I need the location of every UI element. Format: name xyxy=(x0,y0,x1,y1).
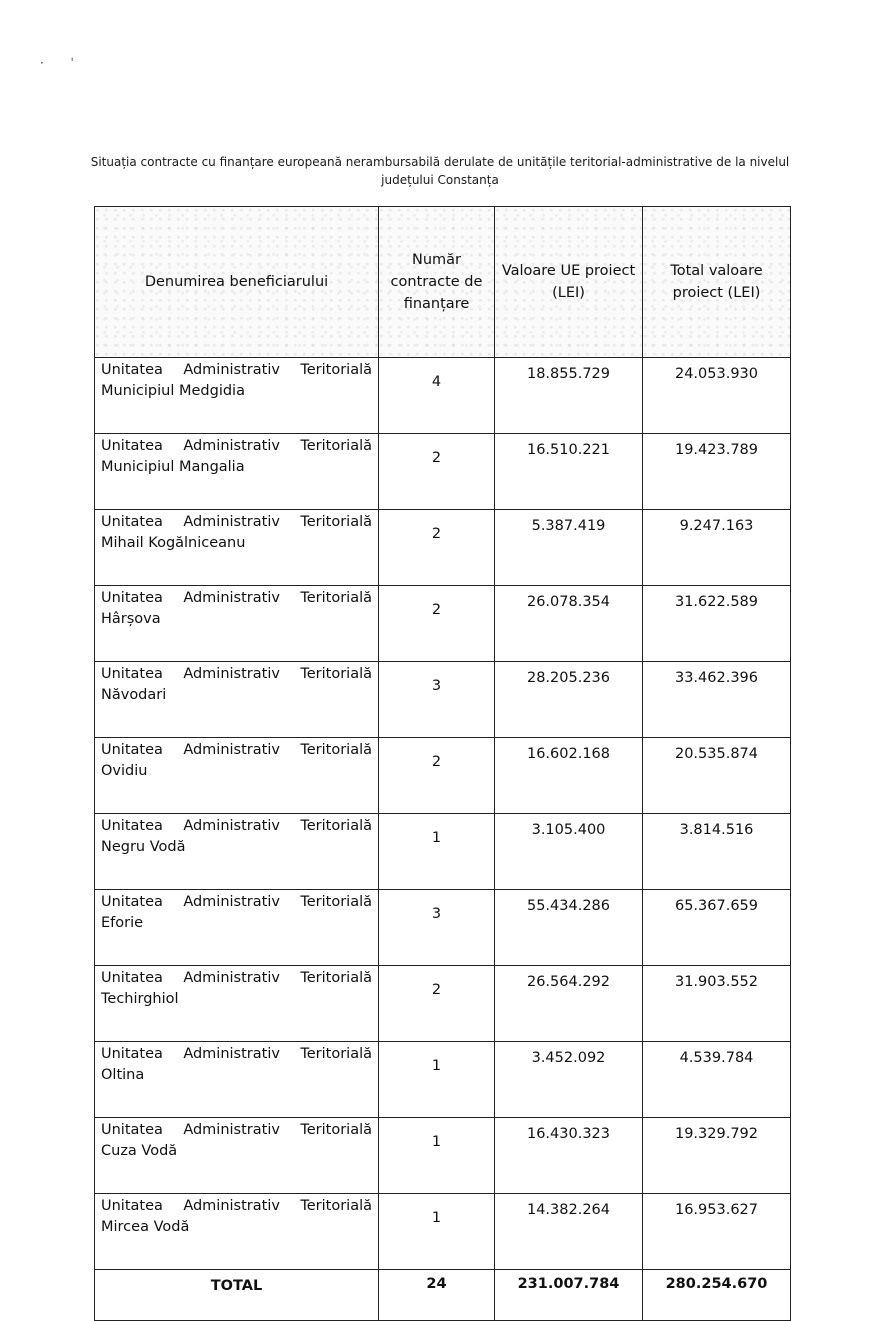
eu-value-cell: 55.434.286 xyxy=(495,890,643,966)
prefix-word: Administrativ xyxy=(183,362,280,378)
contract-count-cell: 1 xyxy=(379,1118,495,1194)
contract-count-cell: 2 xyxy=(379,510,495,586)
prefix-word: Administrativ xyxy=(183,818,280,834)
total-value-cell: 19.329.792 xyxy=(643,1118,791,1194)
total-total-value: 280.254.670 xyxy=(643,1270,791,1321)
total-row xyxy=(95,1270,791,1321)
prefix-word: Unitatea xyxy=(101,970,163,986)
beneficiary-name: Ovidiu xyxy=(101,763,148,779)
header-contract-count: Număr contracte de finanțare xyxy=(379,207,495,358)
contract-count-cell: 2 xyxy=(379,586,495,662)
beneficiary-name: Eforie xyxy=(101,915,144,931)
beneficiary-name: Mircea Vodă xyxy=(101,1219,190,1235)
prefix-word: Unitatea xyxy=(101,1122,163,1138)
beneficiary-prefix xyxy=(101,360,372,381)
beneficiary-cell xyxy=(95,1042,379,1118)
contract-count-cell: 3 xyxy=(379,662,495,738)
beneficiary-name: Hârșova xyxy=(101,611,161,627)
beneficiary-prefix xyxy=(101,1196,372,1217)
prefix-word: Administrativ xyxy=(183,1122,280,1138)
prefix-word: Administrativ xyxy=(183,514,280,530)
prefix-word: Administrativ xyxy=(183,970,280,986)
contract-count-cell: 1 xyxy=(379,1042,495,1118)
prefix-word: Administrativ xyxy=(183,742,280,758)
prefix-word: Unitatea xyxy=(101,742,163,758)
total-value-cell: 19.423.789 xyxy=(643,434,791,510)
beneficiary-cell xyxy=(95,662,379,738)
table-row xyxy=(95,1118,791,1194)
beneficiary-prefix xyxy=(101,436,372,457)
beneficiary-prefix xyxy=(101,588,372,609)
prefix-word: Teritorială xyxy=(300,362,372,378)
contract-count-cell: 1 xyxy=(379,814,495,890)
beneficiary-prefix xyxy=(101,1120,372,1141)
table-row xyxy=(95,434,791,510)
beneficiary-name: Năvodari xyxy=(101,687,167,703)
beneficiary-name: Municipiul Medgidia xyxy=(101,383,245,399)
prefix-word: Unitatea xyxy=(101,362,163,378)
total-count: 24 xyxy=(379,1270,495,1321)
table-row xyxy=(95,510,791,586)
prefix-word: Teritorială xyxy=(300,894,372,910)
eu-value-cell: 16.430.323 xyxy=(495,1118,643,1194)
table-row xyxy=(95,662,791,738)
prefix-word: Unitatea xyxy=(101,438,163,454)
contract-count-cell: 2 xyxy=(379,966,495,1042)
prefix-word: Administrativ xyxy=(183,438,280,454)
total-eu-value: 231.007.784 xyxy=(495,1270,643,1321)
prefix-word: Unitatea xyxy=(101,1046,163,1062)
eu-value-cell: 5.387.419 xyxy=(495,510,643,586)
prefix-word: Teritorială xyxy=(300,438,372,454)
contracts-table xyxy=(94,206,791,1321)
total-value-cell: 33.462.396 xyxy=(643,662,791,738)
beneficiary-cell xyxy=(95,1118,379,1194)
total-value-cell: 4.539.784 xyxy=(643,1042,791,1118)
beneficiary-prefix xyxy=(101,1044,372,1065)
total-value-cell: 31.622.589 xyxy=(643,586,791,662)
eu-value-cell: 26.078.354 xyxy=(495,586,643,662)
total-value-cell: 9.247.163 xyxy=(643,510,791,586)
prefix-word: Administrativ xyxy=(183,894,280,910)
prefix-word: Unitatea xyxy=(101,818,163,834)
table-header-row xyxy=(95,207,791,358)
prefix-word: Teritorială xyxy=(300,742,372,758)
eu-value-cell: 16.510.221 xyxy=(495,434,643,510)
total-label: TOTAL xyxy=(95,1270,379,1321)
beneficiary-cell xyxy=(95,358,379,434)
prefix-word: Unitatea xyxy=(101,1198,163,1214)
total-value-cell: 16.953.627 xyxy=(643,1194,791,1270)
prefix-word: Teritorială xyxy=(300,514,372,530)
total-value-cell: 3.814.516 xyxy=(643,814,791,890)
beneficiary-name: Mihail Kogălniceanu xyxy=(101,535,246,551)
beneficiary-prefix xyxy=(101,740,372,761)
prefix-word: Unitatea xyxy=(101,514,163,530)
prefix-word: Teritorială xyxy=(300,1122,372,1138)
header-beneficiary: Denumirea beneficiarului xyxy=(95,207,379,358)
beneficiary-cell xyxy=(95,586,379,662)
table-row xyxy=(95,814,791,890)
table-row xyxy=(95,1042,791,1118)
prefix-word: Unitatea xyxy=(101,666,163,682)
table-row xyxy=(95,358,791,434)
prefix-word: Teritorială xyxy=(300,970,372,986)
total-value-cell: 31.903.552 xyxy=(643,966,791,1042)
beneficiary-name: Oltina xyxy=(101,1067,145,1083)
beneficiary-name: Negru Vodă xyxy=(101,839,186,855)
prefix-word: Unitatea xyxy=(101,590,163,606)
eu-value-cell: 3.452.092 xyxy=(495,1042,643,1118)
prefix-word: Teritorială xyxy=(300,590,372,606)
eu-value-cell: 16.602.168 xyxy=(495,738,643,814)
beneficiary-name: Municipiul Mangalia xyxy=(101,459,245,475)
beneficiary-cell xyxy=(95,814,379,890)
prefix-word: Teritorială xyxy=(300,1198,372,1214)
header-eu-value: Valoare UE proiect (LEI) xyxy=(495,207,643,358)
scan-specks: · ˈ xyxy=(40,56,74,70)
beneficiary-prefix xyxy=(101,512,372,533)
table-row xyxy=(95,586,791,662)
table-row xyxy=(95,966,791,1042)
beneficiary-cell xyxy=(95,890,379,966)
header-total-value: Total valoare proiect (LEI) xyxy=(643,207,791,358)
eu-value-cell: 18.855.729 xyxy=(495,358,643,434)
beneficiary-cell xyxy=(95,966,379,1042)
eu-value-cell: 14.382.264 xyxy=(495,1194,643,1270)
beneficiary-prefix xyxy=(101,664,372,685)
table-row xyxy=(95,890,791,966)
eu-value-cell: 3.105.400 xyxy=(495,814,643,890)
beneficiary-cell xyxy=(95,738,379,814)
beneficiary-prefix xyxy=(101,816,372,837)
beneficiary-cell xyxy=(95,1194,379,1270)
contract-count-cell: 1 xyxy=(379,1194,495,1270)
prefix-word: Administrativ xyxy=(183,1046,280,1062)
contract-count-cell: 3 xyxy=(379,890,495,966)
document-title: Situația contracte cu finanțare europeană nerambursabilă derulate de unitățile teritorial-administrative de la nivelul județului Constanța xyxy=(90,155,790,187)
prefix-word: Teritorială xyxy=(300,818,372,834)
prefix-word: Administrativ xyxy=(183,1198,280,1214)
table-row xyxy=(95,1194,791,1270)
beneficiary-prefix xyxy=(101,968,372,989)
prefix-word: Teritorială xyxy=(300,666,372,682)
prefix-word: Teritorială xyxy=(300,1046,372,1062)
eu-value-cell: 28.205.236 xyxy=(495,662,643,738)
contract-count-cell: 4 xyxy=(379,358,495,434)
total-value-cell: 65.367.659 xyxy=(643,890,791,966)
contract-count-cell: 2 xyxy=(379,738,495,814)
beneficiary-prefix xyxy=(101,892,372,913)
eu-value-cell: 26.564.292 xyxy=(495,966,643,1042)
prefix-word: Administrativ xyxy=(183,590,280,606)
prefix-word: Administrativ xyxy=(183,666,280,682)
beneficiary-name: Cuza Vodă xyxy=(101,1143,178,1159)
contract-count-cell: 2 xyxy=(379,434,495,510)
beneficiary-cell xyxy=(95,434,379,510)
beneficiary-name: Techirghiol xyxy=(101,991,179,1007)
total-value-cell: 24.053.930 xyxy=(643,358,791,434)
total-value-cell: 20.535.874 xyxy=(643,738,791,814)
beneficiary-cell xyxy=(95,510,379,586)
table-row xyxy=(95,738,791,814)
prefix-word: Unitatea xyxy=(101,894,163,910)
